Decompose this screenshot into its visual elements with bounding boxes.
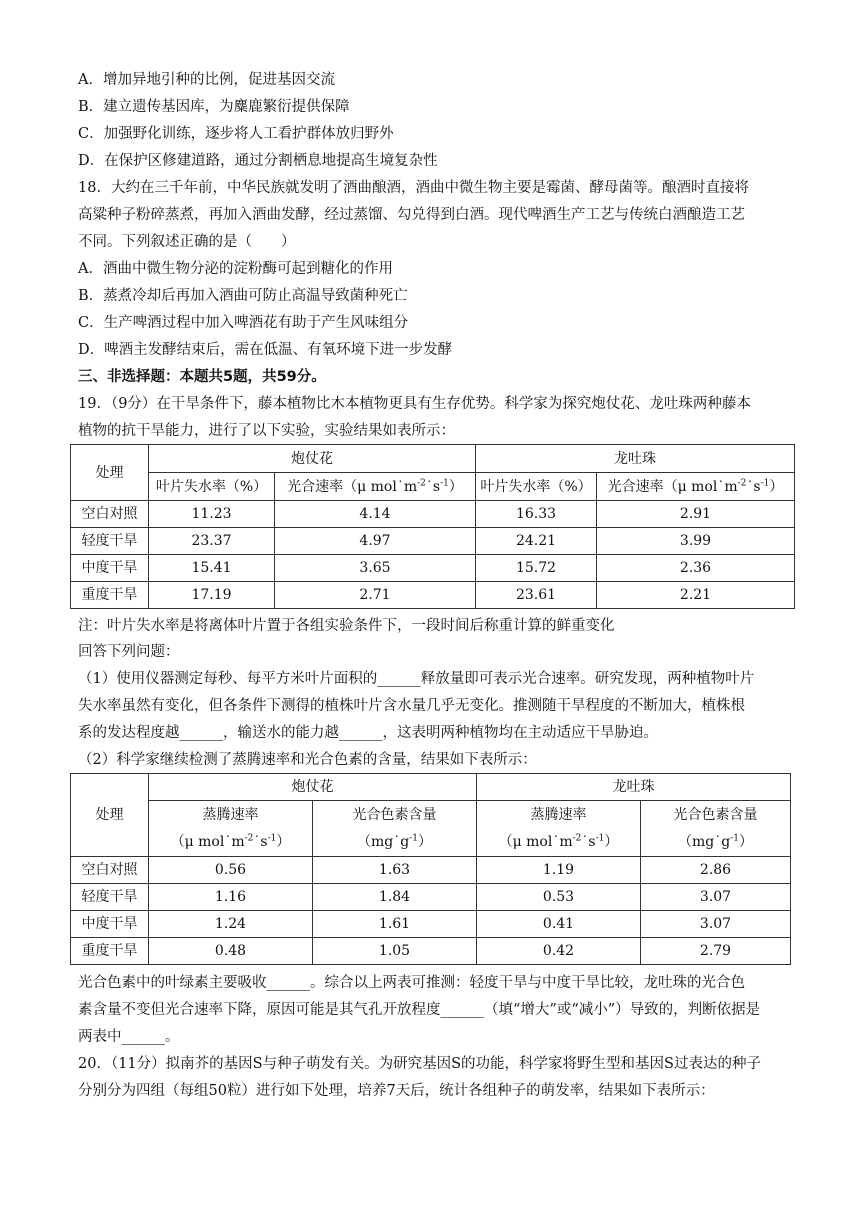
table-cell: 4.97 — [275, 528, 476, 555]
answer-prompt: 回答下列问题： — [78, 644, 180, 660]
header-treatment: 处理 — [71, 445, 149, 501]
q19-part2-line3: 两表中______。 — [78, 1029, 180, 1045]
table-cell: 0.42 — [477, 938, 641, 965]
q18-stem-line1: 18．大约在三千年前，中华民族就发明了酒曲酿酒，酒曲中微生物主要是霉菌、酵母菌等。酿酒时直接将 — [78, 180, 749, 196]
q18-option-c: C．生产啤酒过程中加入啤酒花有助于产生风味组分 — [78, 315, 409, 331]
subheader-leaf-water-loss: 叶片失水率（%） — [476, 473, 597, 501]
table-cell: 24.21 — [476, 528, 597, 555]
table-cell: 轻度干旱 — [71, 528, 149, 555]
table-row — [71, 938, 791, 965]
q18-stem-line3: 不同。下列叙述正确的是（ ） — [78, 234, 296, 250]
table-cell: 1.63 — [313, 857, 477, 884]
table-transpiration-pigment — [70, 773, 791, 965]
q20-stem-line2: 分别分为四组（每组50粒）进行如下处理，培养7天后，统计各组种子的萌发率，结果如下表所示： — [78, 1083, 715, 1099]
q19-part1-line1: （1）使用仪器测定每秒、每平方米叶片面积的______释放量即可表示光合速率。研究发现，两种植物叶片 — [78, 671, 755, 687]
table-cell: 1.61 — [313, 911, 477, 938]
table-cell: 23.37 — [149, 528, 275, 555]
table-row — [71, 884, 791, 911]
subheader-photosynthesis-rate: 光合速率（μ $mol˙m^{-2}˙s^{-1}$） — [275, 473, 476, 501]
table-cell: 0.56 — [149, 857, 313, 884]
table-cell: 重度干旱 — [71, 938, 149, 965]
table-row — [71, 501, 795, 528]
table-cell: 2.36 — [597, 555, 795, 582]
table-cell: 中度干旱 — [71, 911, 149, 938]
table-cell: 1.24 — [149, 911, 313, 938]
table-cell: 1.19 — [477, 857, 641, 884]
table-cell: 16.33 — [476, 501, 597, 528]
table-cell: 空白对照 — [71, 501, 149, 528]
table-cell: 3.65 — [275, 555, 476, 582]
q20-stem-line1: 20．（11分）拟南芥的基因S与种子萌发有关。为研究基因S的功能，科学家将野生型和基因S过表达的种子 — [78, 1056, 761, 1072]
subheader-transpiration-rate: 蒸腾速率 （μ $mol˙m^{-2}˙s^{-1}$） — [477, 801, 641, 857]
table-cell: 3.99 — [597, 528, 795, 555]
table-cell: 中度干旱 — [71, 555, 149, 582]
table-cell: 3.07 — [641, 911, 791, 938]
table-cell: 重度干旱 — [71, 582, 149, 609]
table-cell: 2.21 — [597, 582, 795, 609]
q19-part2-line2: 素含量不变但光合速率下降，原因可能是其气孔开放程度______（填“增大”或“减小”）导致的，判断依据是 — [78, 1002, 761, 1018]
header-plant-1: 炮仗花 — [149, 774, 477, 801]
q18-option-d: D．啤酒主发酵结束后，需在低温、有氧环境下进一步发酵 — [78, 342, 453, 358]
q17-option-a: A．增加异地引种的比例，促进基因交流 — [78, 72, 335, 88]
subheader-pigment-content: 光合色素含量 $(mg˙g^{-1})$ — [641, 801, 791, 857]
header-treatment: 处理 — [71, 774, 149, 857]
table-note: 注：叶片失水率是将离体叶片置于各组实验条件下，一段时间后称重计算的鲜重变化 — [78, 618, 615, 634]
q19-part2-intro: （2）科学家继续检测了蒸腾速率和光合色素的含量，结果如下表所示： — [78, 752, 537, 768]
table-cell: 2.71 — [275, 582, 476, 609]
table-cell: 空白对照 — [71, 857, 149, 884]
q17-option-b: B．建立遗传基因库，为麋鹿繁衍提供保障 — [78, 99, 350, 115]
table-cell: 15.72 — [476, 555, 597, 582]
subheader-pigment-content: 光合色素含量 $(mg˙g^{-1})$ — [313, 801, 477, 857]
header-plant-2: 龙吐珠 — [476, 445, 795, 473]
table-cell: 1.84 — [313, 884, 477, 911]
table-row — [71, 528, 795, 555]
table-cell: 4.14 — [275, 501, 476, 528]
table-cell: 2.79 — [641, 938, 791, 965]
q19-part1-line2: 失水率虽然有变化，但各条件下测得的植株叶片含水量几乎无变化。推测随干旱程度的不断加大，植株根 — [78, 698, 745, 714]
table-cell: 2.86 — [641, 857, 791, 884]
table-row — [71, 555, 795, 582]
subheader-transpiration-rate: 蒸腾速率 （μ $mol˙m^{-2}˙s^{-1}$） — [149, 801, 313, 857]
q18-option-a: A．酒曲中微生物分泌的淀粉酶可起到糖化的作用 — [78, 261, 393, 277]
header-plant-1: 炮仗花 — [149, 445, 476, 473]
table-cell: 15.41 — [149, 555, 275, 582]
table-cell: 0.48 — [149, 938, 313, 965]
table-cell: 2.91 — [597, 501, 795, 528]
table-cell: 0.41 — [477, 911, 641, 938]
q19-part2-line1: 光合色素中的叶绿素主要吸收______。综合以上两表可推测：轻度干旱与中度干旱比较，龙吐珠的光合色 — [78, 975, 745, 991]
table-cell: 1.05 — [313, 938, 477, 965]
q19-intro-line2: 植物的抗干旱能力，进行了以下实验，实验结果如表所示： — [78, 423, 455, 439]
table-row — [71, 857, 791, 884]
q18-stem-line2: 高粱种子粉碎蒸煮，再加入酒曲发酵，经过蒸馏、勾兑得到白酒。现代啤酒生产工艺与传统白酒酿造工艺 — [78, 207, 745, 223]
subheader-leaf-water-loss: 叶片失水率（%） — [149, 473, 275, 501]
table-cell: 轻度干旱 — [71, 884, 149, 911]
header-plant-2: 龙吐珠 — [477, 774, 791, 801]
table-cell: 3.07 — [641, 884, 791, 911]
table-row — [71, 582, 795, 609]
q17-option-c: C．加强野化训练，逐步将人工看护群体放归野外 — [78, 126, 394, 142]
section-heading: 三、非选择题：本题共5题，共59分。 — [78, 369, 326, 385]
table-row — [71, 911, 791, 938]
table-cell: 1.16 — [149, 884, 313, 911]
q19-part1-line3: 系的发达程度越______，输送水的能力越______，这表明两种植物均在主动适应干旱胁迫。 — [78, 725, 658, 741]
q18-option-b: B．蒸煮冷却后再加入酒曲可防止高温导致菌种死亡 — [78, 288, 408, 304]
table-leaf-water-loss-photosynthesis — [70, 444, 795, 609]
q17-option-d: D．在保护区修建道路，通过分割栖息地提高生境复杂性 — [78, 153, 438, 169]
table-cell: 17.19 — [149, 582, 275, 609]
table-cell: 0.53 — [477, 884, 641, 911]
table-cell: 23.61 — [476, 582, 597, 609]
table-cell: 11.23 — [149, 501, 275, 528]
q19-intro-line1: 19．（9分）在干旱条件下，藤本植物比木本植物更具有生存优势。科学家为探究炮仗花、龙吐珠两种藤本 — [78, 396, 751, 412]
subheader-photosynthesis-rate: 光合速率（μ $mol˙m^{-2}˙s^{-1}$） — [597, 473, 795, 501]
